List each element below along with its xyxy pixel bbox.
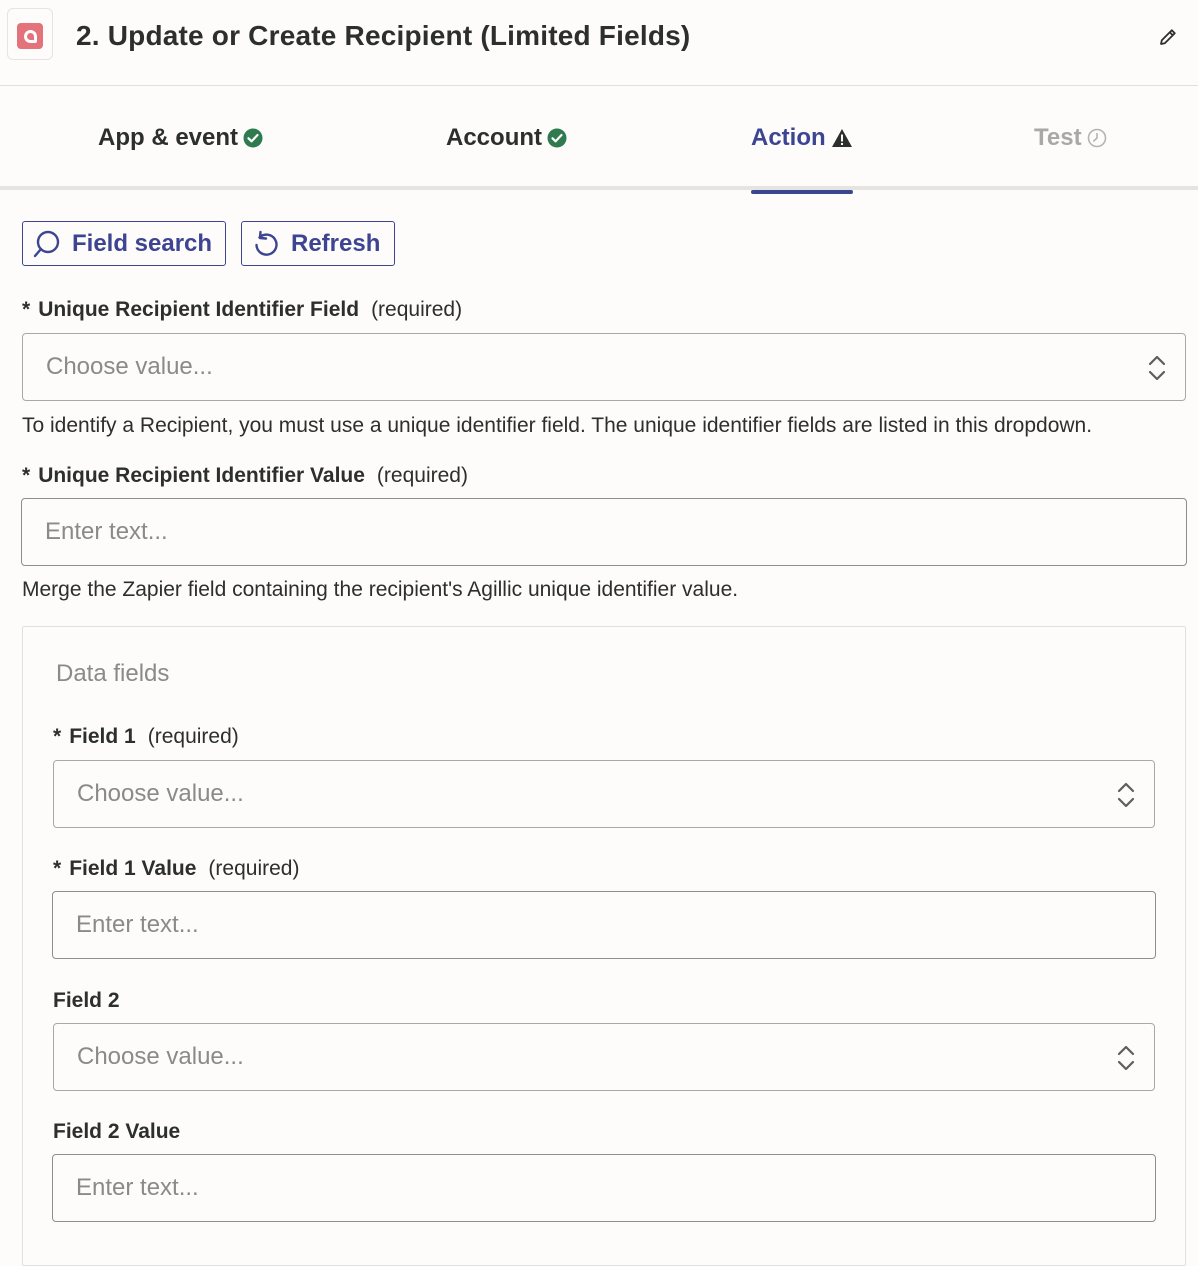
agillic-logo-icon xyxy=(7,8,53,60)
chevron-updown-icon xyxy=(1117,1044,1135,1072)
step-header xyxy=(0,0,1198,86)
warning-icon xyxy=(831,128,853,148)
field1-label: * Field 1 (required) xyxy=(53,725,239,748)
required-text: (required) xyxy=(376,464,468,487)
unique-value-input[interactable] xyxy=(21,498,1187,566)
unique-field-help: To identify a Recipient, you must use a unique identifier field. The unique identifier fields are listed in this dropdown. xyxy=(22,414,1093,437)
required-asterisk: * xyxy=(22,464,31,487)
tab-label: Test xyxy=(1034,124,1082,151)
tab-label: Action xyxy=(751,124,826,151)
tab-test[interactable] xyxy=(1034,86,1107,190)
search-icon xyxy=(32,229,62,259)
input-placeholder: Enter text... xyxy=(76,1174,199,1201)
unique-value-label: * Unique Recipient Identifier Value (required) xyxy=(22,464,468,487)
required-asterisk: * xyxy=(22,298,31,321)
refresh-button[interactable] xyxy=(241,221,395,266)
step-title: 2. Update or Create Recipient (Limited Fields) xyxy=(76,20,691,51)
unique-field-select[interactable] xyxy=(22,333,1186,401)
tab-label: App & event xyxy=(98,124,239,151)
field1-value-label: * Field 1 Value (required) xyxy=(53,857,300,880)
required-text: (required) xyxy=(147,725,239,748)
refresh-icon xyxy=(251,229,281,259)
tab-label: Account xyxy=(446,124,542,151)
input-placeholder: Enter text... xyxy=(45,518,168,545)
field2-select[interactable] xyxy=(53,1023,1155,1091)
field2-label: Field 2 xyxy=(53,989,120,1012)
select-placeholder: Choose value... xyxy=(46,353,213,380)
field-search-label: Field search xyxy=(72,229,213,257)
check-circle-icon xyxy=(547,128,567,148)
tab-action[interactable] xyxy=(751,86,853,190)
field2-value-input[interactable] xyxy=(52,1154,1156,1222)
required-asterisk: * xyxy=(53,857,62,880)
active-tab-indicator xyxy=(751,190,853,194)
data-fields-title: Data fields xyxy=(56,660,170,687)
chevron-updown-icon xyxy=(1117,781,1135,809)
required-asterisk: * xyxy=(53,725,62,748)
refresh-label: Refresh xyxy=(291,229,381,257)
required-text: (required) xyxy=(371,298,463,321)
unique-field-label: * Unique Recipient Identifier Field (required) xyxy=(22,298,463,321)
unique-value-help: Merge the Zapier field containing the recipient's Agillic unique identifier value. xyxy=(22,578,739,601)
pencil-icon[interactable] xyxy=(1157,26,1179,48)
field1-select[interactable] xyxy=(53,760,1155,828)
select-placeholder: Choose value... xyxy=(77,780,244,807)
clock-icon xyxy=(1087,128,1107,148)
field1-value-input[interactable] xyxy=(52,891,1156,959)
select-placeholder: Choose value... xyxy=(77,1043,244,1070)
field-search-button[interactable] xyxy=(22,221,226,266)
tab-account[interactable] xyxy=(446,86,567,190)
check-circle-icon xyxy=(243,128,263,148)
field2-value-label: Field 2 Value xyxy=(53,1120,181,1143)
required-text: (required) xyxy=(208,857,300,880)
step-tabs xyxy=(0,86,1198,190)
chevron-updown-icon xyxy=(1148,354,1166,382)
tab-app-event[interactable] xyxy=(98,86,263,190)
input-placeholder: Enter text... xyxy=(76,911,199,938)
